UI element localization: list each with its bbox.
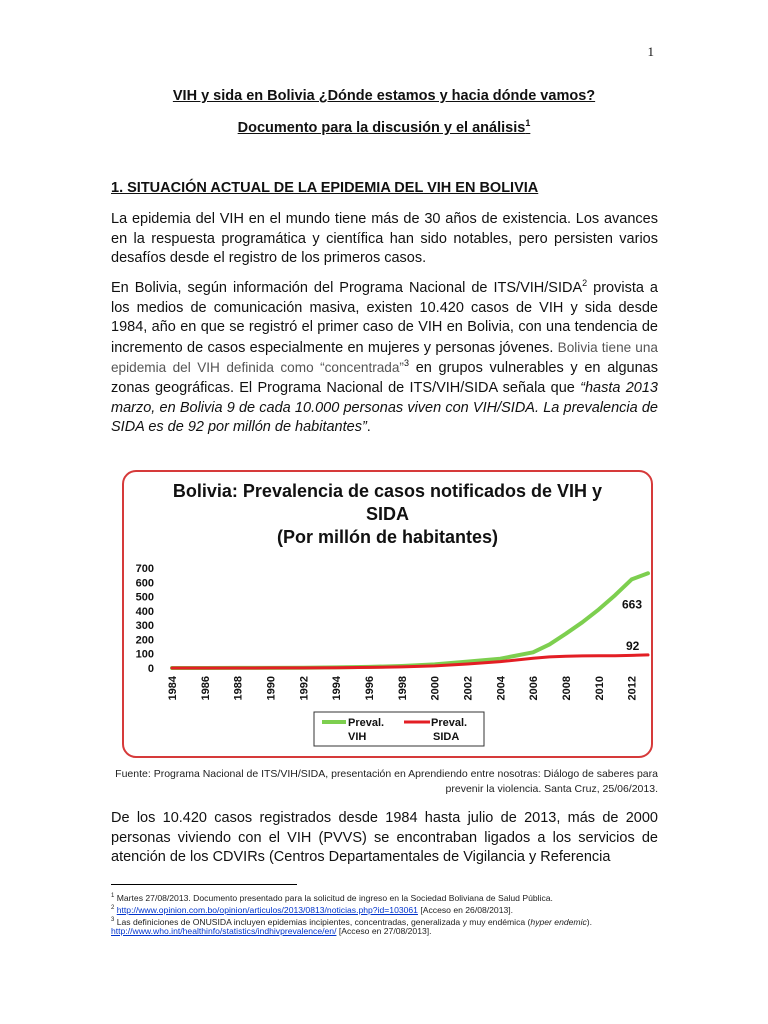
page-number: 1 — [647, 44, 654, 59]
y-tick-label: 400 — [135, 605, 154, 618]
footnote-ref-1[interactable]: 1 — [525, 118, 531, 128]
footnote-divider — [111, 884, 297, 885]
paragraph-bolivia-c: Bolivia tiene una epidemia del VIH definida como “concentrada” — [111, 339, 658, 376]
series-line-vih — [172, 573, 648, 668]
paragraph-bolivia-a: En Bolivia, según información del Programa Nacional de ITS/VIH/SIDA — [111, 280, 583, 296]
footnote-2-number: 2 — [111, 905, 115, 911]
x-tick-label: 1986 — [199, 676, 212, 701]
footnote-3-text: Las definiciones de ONUSIDA incluyen epidemias incipientes, concentradas, generalizada y muy endémica ( — [116, 916, 531, 927]
x-tick-label: 1994 — [331, 676, 344, 701]
y-tick-label: 200 — [135, 634, 154, 647]
paragraph-bolivia — [111, 279, 658, 438]
paragraph-bolivia-b: provista a los medios de comunicación masiva, existen 10.420 casos de VIH y sida desde 1984, año en que se registró el primer caso de VIH en Bolivia, con una tendencia de incremento de casos especialmente en mujeres y personas jóvenes. — [111, 280, 658, 356]
x-tick-label: 2010 — [593, 676, 606, 701]
x-tick-label: 1984 — [167, 676, 179, 701]
footnote-2-link[interactable]: http://www.opinion.com.bo/opinion/articulos/2013/0813/noticias.php?id=103061 — [116, 904, 418, 915]
footnote-ref-3[interactable]: 3 — [403, 358, 409, 369]
chart-container — [122, 470, 653, 758]
legend-label-vih: Preval. — [348, 717, 385, 729]
document-subtitle-text: Documento para la discusión y el análisis — [237, 119, 526, 136]
y-tick-label: 100 — [135, 648, 154, 661]
footnote-3-continued — [111, 926, 658, 938]
paragraph-bolivia-d: en grupos vulnerables y en algunas zonas geográficas. El Programa Nacional de ITS/VIH/SIDA señala que — [111, 360, 658, 396]
footnote-1-text: Martes 27/08/2013. Documento presentado para la solicitud de ingreso en la Sociedad Boliviana de Salud Pública. — [116, 892, 553, 903]
footnote-ref-2[interactable]: 2 — [582, 278, 588, 289]
footnote-3-access: [Acceso en 27/08/2013]. — [336, 926, 432, 936]
x-tick-label: 2012 — [626, 676, 639, 701]
y-tick-label: 300 — [135, 620, 154, 633]
x-tick-label: 2000 — [429, 676, 442, 701]
y-tick-label: 600 — [135, 577, 154, 590]
chart-title-line1: Bolivia: Prevalencia de casos notificados de VIH y — [172, 481, 603, 501]
x-tick-label: 1998 — [396, 676, 409, 701]
x-tick-label: 1996 — [363, 676, 376, 701]
legend-label-sida-2: SIDA — [433, 731, 460, 743]
data-label-sida: 92 — [626, 638, 640, 653]
x-tick-label: 1992 — [298, 676, 311, 701]
y-tick-label: 700 — [135, 563, 154, 575]
footnote-3-end: ). — [586, 916, 593, 927]
chart-title-line2: SIDA — [365, 504, 409, 524]
x-tick-label: 2004 — [495, 676, 508, 701]
document-subtitle — [0, 118, 768, 136]
paragraph-intro: La epidemia del VIH en el mundo tiene más de 30 años de existencia. Los avances en la respuesta programática y científica han sido notables, pero persisten varios desafíos desde el registro de los primeros casos. — [111, 211, 658, 267]
x-tick-label: 2008 — [560, 676, 573, 701]
chart-title-line3: (Por millón de habitantes) — [276, 527, 499, 547]
paragraph-bolivia-end: . — [366, 419, 371, 436]
legend-label-vih-2: VIH — [348, 731, 367, 743]
footnote-3-link[interactable]: http://www.who.int/healthinfo/statistics/indhivprevalence/en/ — [111, 926, 337, 936]
x-tick-label: 1990 — [265, 676, 278, 701]
x-tick-label: 1988 — [232, 676, 245, 701]
paragraph-cases: De los 10.420 casos registrados desde 1984 hasta julio de 2013, más de 2000 personas viviendo con el VIH (PVVS) se encontraban ligados a los servicios de atención de los CDVIRs (Centros Departamentales de Vigilancia y Referencia — [111, 810, 658, 866]
paragraph-bolivia-quote: “hasta 2013 marzo, en Bolivia 9 de cada 10.000 personas viven con VIH/SIDA. La prevalencia de SIDA es de 92 por millón de habitantes” — [111, 379, 658, 436]
footnote-3-number: 3 — [111, 917, 115, 923]
legend-label-sida: Preval. — [431, 717, 468, 729]
section-heading: 1. SITUACIÓN ACTUAL DE LA EPIDEMIA DEL VIH EN BOLIVIA — [111, 180, 539, 196]
y-tick-label: 500 — [135, 591, 154, 604]
footnote-1-number: 1 — [111, 893, 115, 899]
data-label-vih: 663 — [622, 597, 643, 612]
chart-svg — [124, 472, 651, 756]
x-tick-label: 2002 — [462, 676, 475, 701]
footnote-3-emphasis: hyper endemic — [530, 916, 587, 927]
x-tick-label: 2006 — [528, 676, 541, 701]
footnote-2-text: [Acceso en 26/08/2013]. — [417, 904, 514, 915]
document-title: VIH y sida en Bolivia ¿Dónde estamos y hacia dónde vamos? — [172, 88, 596, 104]
y-tick-label: 0 — [147, 663, 154, 675]
chart-source: Fuente: Programa Nacional de ITS/VIH/SIDA, presentación en Aprendiendo entre nosotras: Diálogo de saberes para prevenir la violencia. Santa Cruz, 25/06/2013. — [115, 768, 658, 795]
